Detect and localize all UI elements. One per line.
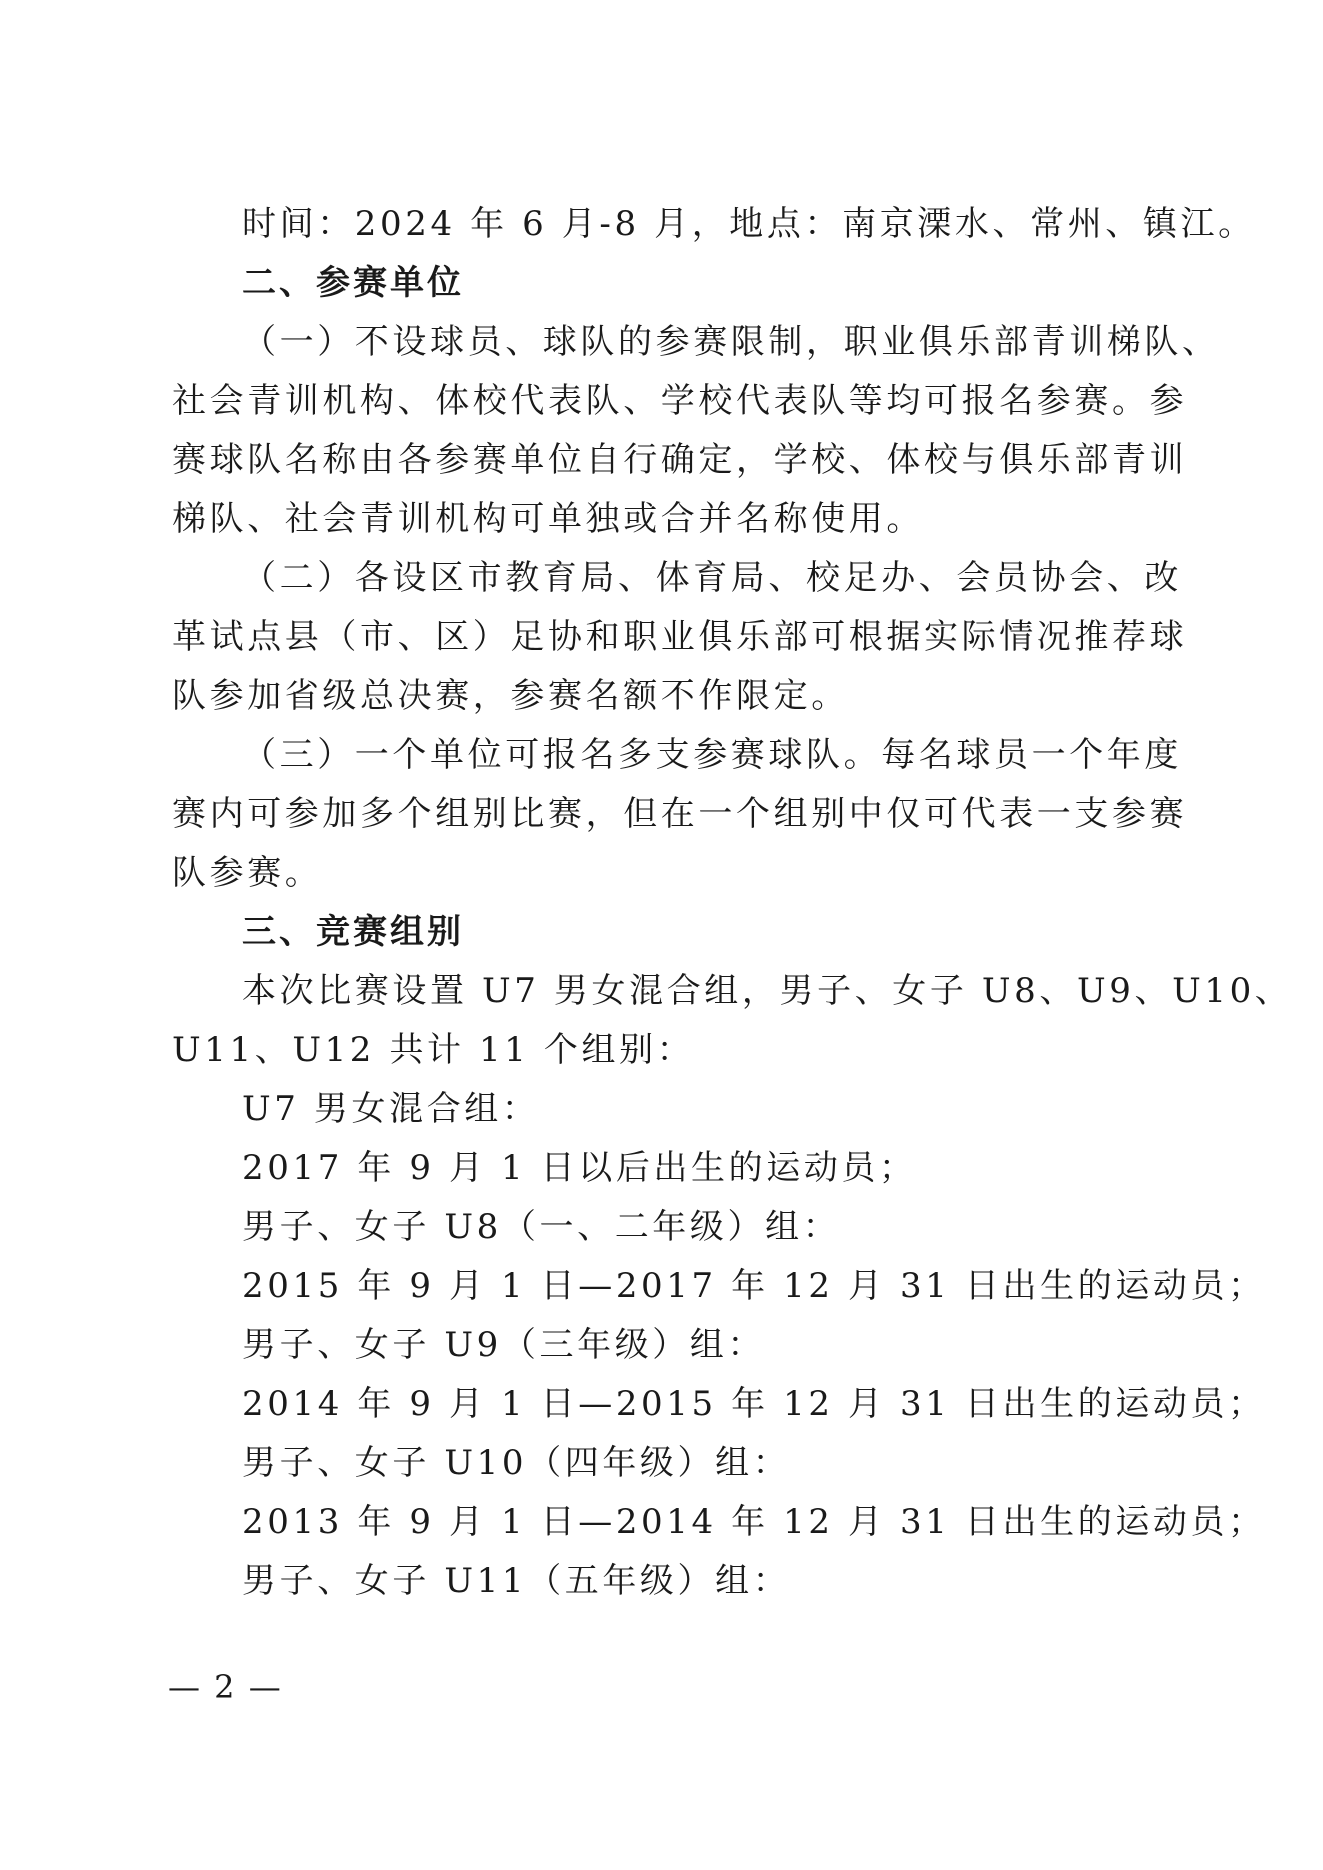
section-heading: 二、参赛单位 [242,263,464,303]
paragraph-line: 赛内可参加多个组别比赛，但在一个组别中仅可代表一支参赛 [172,794,1188,834]
group-birth-range: 2013 年 9 月 1 日—2014 年 12 月 31 日出生的运动员； [242,1502,1266,1542]
group-title: 男子、女子 U9（三年级）组： [242,1325,766,1365]
group-title: U7 男女混合组： [242,1089,540,1129]
group-title: 男子、女子 U8（一、二年级）组： [242,1207,841,1247]
paragraph-line: 社会青训机构、体校代表队、学校代表队等均可报名参赛。参 [172,381,1188,421]
group-birth-range: 2015 年 9 月 1 日—2017 年 12 月 31 日出生的运动员； [242,1266,1266,1306]
group-birth-range: 2017 年 9 月 1 日以后出生的运动员； [242,1148,917,1188]
paragraph-line: （一）不设球员、球队的参赛限制，职业俱乐部青训梯队、 [242,322,1220,362]
paragraph-line: U11、U12 共计 11 个组别： [172,1030,695,1070]
paragraph-line: 本次比赛设置 U7 男女混合组，男子、女子 U8、U9、U10、 [242,971,1293,1011]
paragraph-line: 时间：2024 年 6 月-8 月，地点：南京溧水、常州、镇江。 [242,204,1256,244]
paragraph-line: 队参加省级总决赛，参赛名额不作限定。 [172,676,849,716]
paragraph-line: 革试点县（市、区）足协和职业俱乐部可根据实际情况推荐球 [172,617,1188,657]
page-number: — 2 — [168,1668,283,1706]
paragraph-line: （三）一个单位可报名多支参赛球队。每名球员一个年度 [242,735,1182,775]
paragraph-line: 赛球队名称由各参赛单位自行确定，学校、体校与俱乐部青训 [172,440,1188,480]
section-heading: 三、竞赛组别 [242,912,464,952]
group-title: 男子、女子 U11（五年级）组： [242,1561,791,1601]
paragraph-line: （二）各设区市教育局、体育局、校足办、会员协会、改 [242,558,1182,598]
paragraph-line: 队参赛。 [172,853,323,893]
group-birth-range: 2014 年 9 月 1 日—2015 年 12 月 31 日出生的运动员； [242,1384,1266,1424]
group-title: 男子、女子 U10（四年级）组： [242,1443,791,1483]
paragraph-line: 梯队、社会青训机构可单独或合并名称使用。 [172,499,924,539]
